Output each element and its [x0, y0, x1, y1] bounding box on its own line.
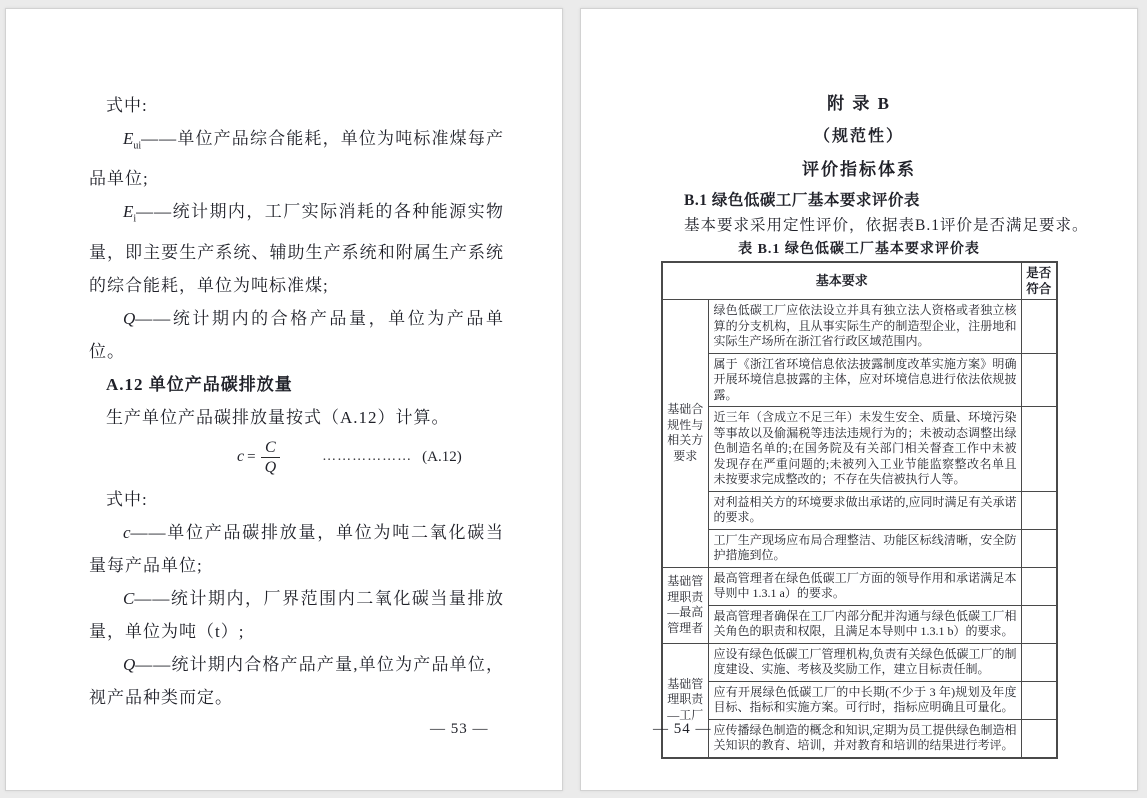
formula-a12	[89, 438, 504, 477]
compliance-cell	[1021, 567, 1057, 605]
formula-equals: =	[247, 448, 256, 465]
requirement-cell: 绿色低碳工厂应依法设立并具有独立法人资格或者独立核算的分支机构，且从事实际生产的制造型企业，注册地和实际生产场所在浙江省行政区域范围内。	[708, 300, 1021, 354]
table-row	[662, 643, 1057, 681]
table-row	[662, 681, 1057, 719]
compliance-cell	[1021, 491, 1057, 529]
appendix-title: 评价指标体系	[802, 160, 916, 179]
section-intro-b1: 基本要求采用定性评价，依据表B.1评价是否满足要求。	[684, 217, 1089, 234]
formula-number-label: (A.12)	[422, 448, 462, 465]
table-row	[662, 491, 1057, 529]
definition-text: ——统计期内的合格产品量，单位为产品单位。	[89, 308, 504, 361]
requirement-cell: 属于《浙江省环境信息依法披露制度改革实施方案》明确开展环境信息披露的主体，应对环境信息进行依法依规披露。	[708, 353, 1021, 407]
symbol-e-i: E	[123, 202, 134, 222]
symbol-definition	[89, 516, 504, 582]
symbol-subscript: i	[133, 213, 137, 225]
requirement-cell: 最高管理者确保在工厂内部分配并沟通与绿色低碳工厂相关角色的职责和权限，且满足本导则中 1.3.1 b）的要求。	[708, 605, 1021, 643]
category-cell-compliance-stakeholder: 基础合规性与相关方要求	[662, 300, 708, 568]
requirement-cell: 应传播绿色制造的概念和知识,定期为员工提供绿色制造相关知识的教育、培训，并对教育和培训的结果进行考评。	[708, 719, 1021, 758]
table-row	[662, 605, 1057, 643]
document-page-54	[580, 8, 1138, 791]
page-53-body	[6, 9, 562, 714]
compliance-cell	[1021, 719, 1057, 758]
table-header-row	[662, 262, 1057, 300]
page-number: — 54 —	[653, 721, 712, 737]
symbol-q: Q	[123, 654, 136, 674]
formula-lhs: c	[237, 448, 245, 466]
formula-dot-leader: ………………	[322, 449, 413, 465]
symbol-subscript: ui	[133, 140, 142, 152]
compliance-cell	[1021, 407, 1057, 492]
table-caption: 表 B.1 绿色低碳工厂基本要求评价表	[738, 242, 980, 257]
column-header-compliance: 是否符合	[1021, 262, 1057, 300]
requirement-cell: 对利益相关方的环境要求做出承诺的,应同时满足有关承诺的要求。	[708, 491, 1021, 529]
formula-denominator: Q	[261, 457, 281, 477]
where-label: 式中:	[106, 96, 148, 115]
table-row	[662, 300, 1057, 354]
basic-requirements-table	[661, 261, 1058, 759]
compliance-cell	[1021, 353, 1057, 407]
appendix-heading: 附 录 B	[827, 94, 891, 113]
definition-text: ——统计期内合格产品产量,单位为产品单位，视产品种类而定。	[89, 654, 504, 707]
symbol-c-lower: c	[123, 522, 131, 542]
table-row	[662, 719, 1057, 758]
formula-numerator: C	[265, 438, 276, 456]
page-number: — 53 —	[430, 721, 489, 737]
compliance-cell	[1021, 529, 1057, 567]
document-page-53	[5, 8, 563, 791]
symbol-c-upper: C	[123, 588, 135, 608]
table-row	[662, 567, 1057, 605]
requirement-cell: 应有开展绿色低碳工厂的中长期(不少于 3 年)规划及年度目标、指标和实施方案。可行时，指标应明确且可量化。	[708, 681, 1021, 719]
definition-text: ——统计期内，厂界范围内二氧化碳当量排放量，单位为吨（t）;	[89, 588, 504, 641]
symbol-definition	[89, 122, 504, 195]
definition-text: ——统计期内，工厂实际消耗的各种能源实物量，即主要生产系统、辅助生产系统和附属生产系统的综合能耗，单位为吨标准煤;	[89, 202, 504, 295]
appendix-normative-label: （规范性）	[813, 128, 904, 145]
category-cell-top-management: 基础管理职责—最高管理者	[662, 567, 708, 643]
table-row	[662, 407, 1057, 492]
symbol-definition	[89, 302, 504, 368]
table-row	[662, 353, 1057, 407]
definition-text: ——单位产品综合能耗，单位为吨标准煤每产品单位;	[89, 129, 504, 189]
compliance-cell	[1021, 643, 1057, 681]
requirement-cell: 最高管理者在绿色低碳工厂方面的领导作用和承诺满足本导则中 1.3.1 a）的要求。	[708, 567, 1021, 605]
requirement-cell: 近三年（含成立不足三年）未发生安全、质量、环境污染等事故以及偷漏税等违法违规行为的；未被动态调整出绿色制造名单的;在国务院及有关部门相关督查工作中未被发现存在严重问题的;未被列入工业节能监察整改名单且未按要求完成整改的；不存在失信被执行人等。	[708, 407, 1021, 492]
requirement-cell: 应设有绿色低碳工厂管理机构,负责有关绿色低碳工厂的制度建设、实施、考核及奖励工作，建立目标责任制。	[708, 643, 1021, 681]
formula-fraction	[261, 438, 281, 477]
compliance-cell	[1021, 300, 1057, 354]
compliance-cell	[1021, 681, 1057, 719]
symbol-definition	[89, 648, 504, 714]
category-cell-factory-management: 基础管理职责—工厂	[662, 643, 708, 758]
definition-text: ——单位产品碳排放量，单位为吨二氧化碳当量每产品单位;	[89, 522, 504, 575]
symbol-e-ui: E	[123, 129, 134, 148]
section-heading-b1: B.1 绿色低碳工厂基本要求评价表	[684, 192, 920, 209]
requirement-cell: 工厂生产现场应布局合理整洁、功能区标线清晰，安全防护措施到位。	[708, 529, 1021, 567]
symbol-definition	[89, 195, 504, 301]
table-row	[662, 529, 1057, 567]
symbol-q: Q	[123, 308, 136, 328]
symbol-definition	[89, 582, 504, 648]
where-label: 式中:	[106, 489, 148, 509]
section-body-a12: 生产单位产品碳排放量按式（A.12）计算。	[106, 407, 450, 427]
section-heading-a12: A.12 单位产品碳排放量	[106, 374, 293, 394]
compliance-cell	[1021, 605, 1057, 643]
page-54-body	[581, 9, 1137, 759]
column-header-requirement: 基本要求	[662, 262, 1021, 300]
